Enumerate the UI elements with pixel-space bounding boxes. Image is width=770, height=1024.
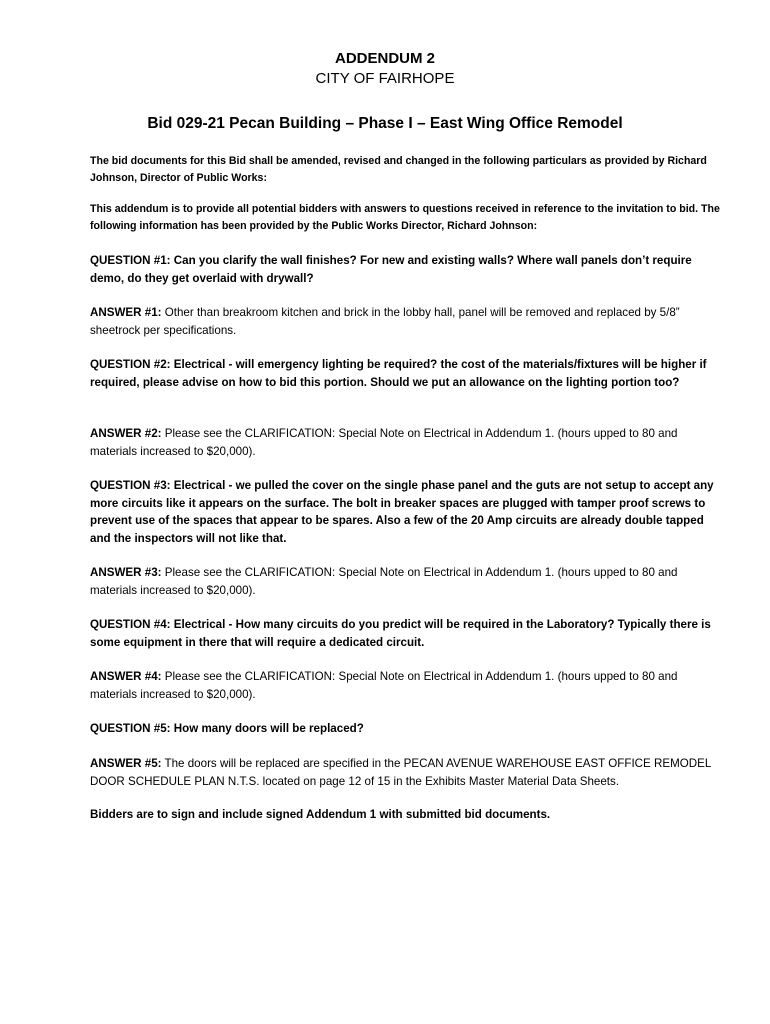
question-5: QUESTION #5: How many doors will be replaced? [90, 722, 364, 735]
intro-paragraph-1: The bid documents for this Bid shall be amended, revised and changed in the following particulars as provided by Richard Johnson, Director of Public Works: [90, 155, 707, 184]
answer-2-text: Please see the CLARIFICATION: Special Note on Electrical in Addendum 1. (hours upped to 80 and materials increased to $20,000). [90, 427, 678, 458]
bid-title: Bid 029-21 Pecan Building – Phase I – East Wing Office Remodel [147, 115, 623, 132]
closing-statement: Bidders are to sign and include signed Addendum 1 with submitted bid documents. [90, 808, 551, 821]
answer-5-label: ANSWER #5: [90, 757, 162, 770]
answer-3-text: Please see the CLARIFICATION: Special Note on Electrical in Addendum 1. (hours upped to 80 and materials increased to $20,000). [90, 566, 678, 597]
city-name: CITY OF FAIRHOPE [315, 70, 455, 87]
answer-1-label: ANSWER #1: [90, 306, 162, 319]
answer-1 [90, 304, 720, 339]
question-1: QUESTION #1: Can you clarify the wall finishes? For new and existing walls? Where wall panels don’t require demo, do they get overlaid with drywall? [90, 254, 692, 285]
question-2: QUESTION #2: Electrical - will emergency lighting be required? the cost of the materials/fixtures will be higher if required, please advise on how to bid this portion. Should we put an allowance on the lighting portion too? [90, 358, 707, 389]
question-4: QUESTION #4: Electrical - How many circuits do you predict will be required in the Laboratory? Typically there is some equipment in there that will require a dedicated circuit. [90, 618, 711, 649]
answer-2 [90, 425, 720, 460]
intro-paragraph-2: This addendum is to provide all potential bidders with answers to questions received in reference to the invitation to bid. The following information has been provided by the Public Works Director, Richard Johnson: [90, 203, 720, 232]
addendum-title: ADDENDUM 2 [334, 50, 435, 67]
question-3: QUESTION #3: Electrical - we pulled the cover on the single phase panel and the guts are not setup to accept any more circuits like it appears on the surface. The bolt in breaker spaces are plugged with tamper proof screws to prevent use of the spaces that appear to be spares. Also a few of the 20 Amp circuits are already double tapped and the inspectors will not like that. [90, 479, 714, 545]
answer-5 [90, 755, 720, 790]
answer-4-label: ANSWER #4: [90, 670, 162, 683]
answer-2-label: ANSWER #2: [90, 427, 162, 440]
answer-3 [90, 564, 720, 599]
answer-4-text: Please see the CLARIFICATION: Special Note on Electrical in Addendum 1. (hours upped to 80 and materials increased to $20,000). [90, 670, 678, 701]
answer-1-text: Other than breakroom kitchen and brick in the lobby hall, panel will be removed and replaced by 5/8” sheetrock per specifications. [90, 306, 680, 337]
answer-5-text: The doors will be replaced are specified in the PECAN AVENUE WAREHOUSE EAST OFFICE REMODEL DOOR SCHEDULE PLAN N.T.S. located on page 12 of 15 in the Exhibits Master Material Data Sheets. [90, 757, 711, 788]
answer-4 [90, 668, 720, 703]
answer-3-label: ANSWER #3: [90, 566, 162, 579]
